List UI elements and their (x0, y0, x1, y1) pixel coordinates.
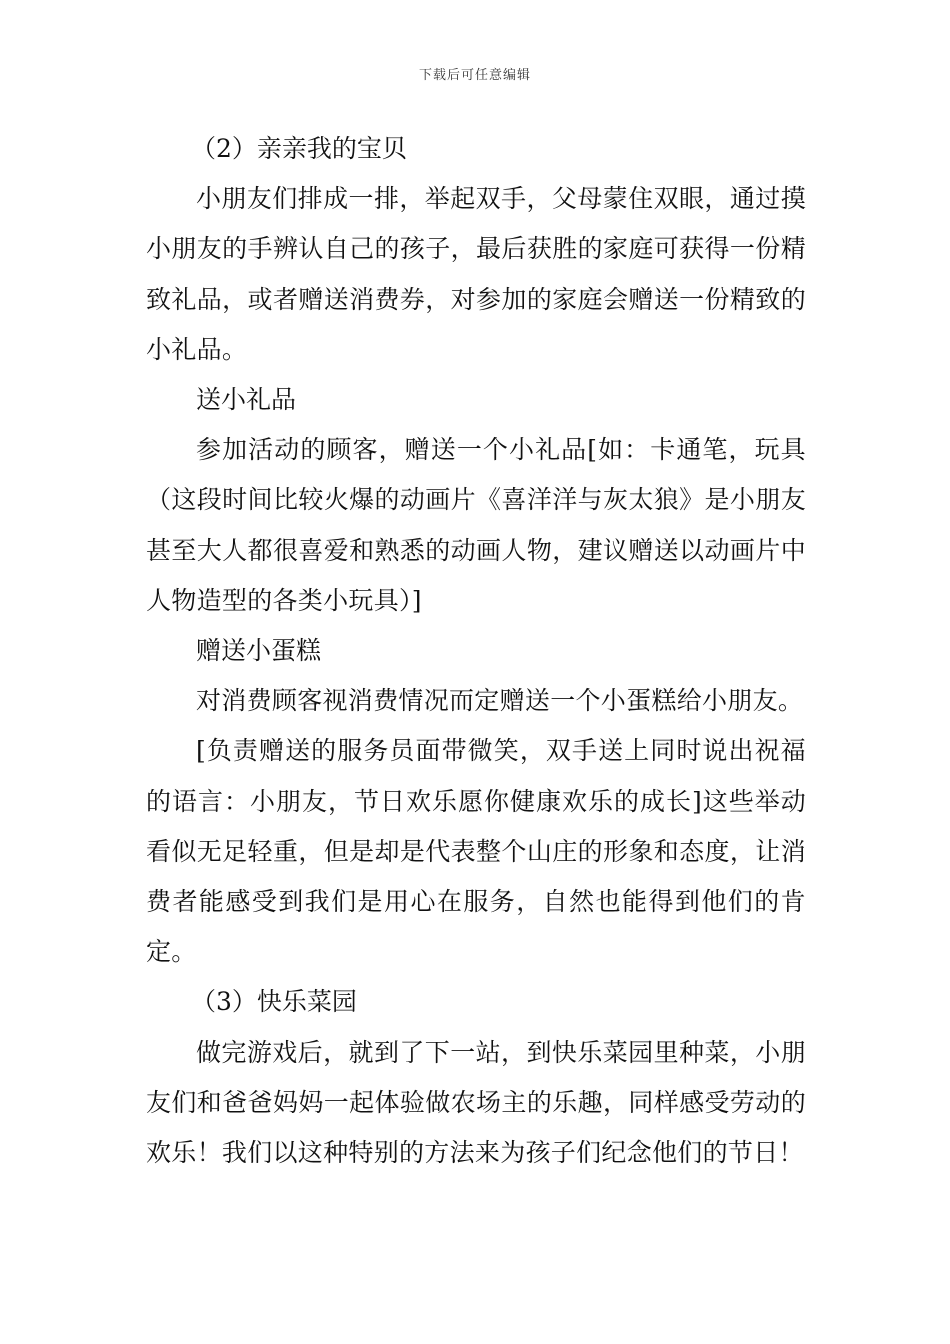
document-body (146, 124, 806, 1178)
section-2-heading: （2）亲亲我的宝贝 (191, 134, 407, 163)
gift-paragraph: 参加活动的顾客，赠送一个小礼品[如：卡通笔，玩具（这段时间比较火爆的动画片《喜洋洋与灰太狼》是小朋友甚至大人都很喜爱和熟悉的动画人物，建议赠送以动画片中人物造型的各类小玩具）] (146, 435, 806, 615)
cake-heading: 赠送小蛋糕 (196, 636, 322, 666)
section-2-paragraph: 小朋友们排成一排，举起双手，父母蒙住双眼，通过摸小朋友的手辨认自己的孩子，最后获胜的家庭可获得一份精致礼品，或者赠送消费券，对参加的家庭会赠送一份精致的小礼品。 (146, 184, 806, 364)
page-header-note: 下载后可任意编辑 (418, 68, 531, 83)
cake-paragraph-2: [负责赠送的服务员面带微笑，双手送上同时说出祝福的语言：小朋友，节日欢乐愿你健康欢乐的成长]这些举动看似无足轻重，但是却是代表整个山庄的形象和态度，让消费者能感受到我们是用心在服务，自然也能得到他们的肯定。 (146, 736, 806, 967)
gift-heading: 送小礼品 (196, 385, 297, 415)
section-3-heading: （3）快乐菜园 (191, 987, 357, 1017)
section-3-paragraph: 做完游戏后，就到了下一站，到快乐菜园里种菜，小朋友们和爸爸妈妈一起体验做农场主的乐趣，同样感受劳动的欢乐！我们以这种特别的方法来为孩子们纪念他们的节日！ (146, 1037, 806, 1168)
cake-paragraph-1: 对消费顾客视消费情况而定赠送一个小蛋糕给小朋友。 (196, 686, 804, 716)
